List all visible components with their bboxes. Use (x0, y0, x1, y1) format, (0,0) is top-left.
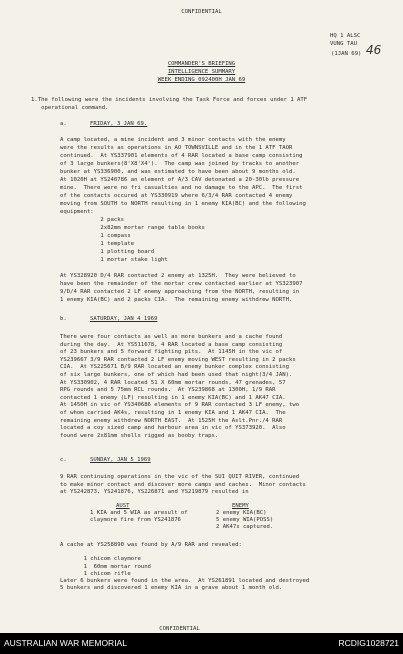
intro-line: operational command. (31, 105, 109, 111)
enemy-line: 2 enemy KIA(BC) (216, 510, 267, 516)
body-line: remaining enemy withdrew NORTH EAST. At 1525H the Aslt.Pnr./4 RAR (60, 417, 283, 424)
body-line: CIA. At YS225671 B/9 RAR located an enemy bunker complex consisting (60, 364, 290, 371)
body-line: of six large bunkers, one of which had been used that night(3/4 JAN). (60, 372, 293, 378)
enemy-line: 2 AK47s captured. (216, 524, 274, 530)
section-a-letter: a. (60, 121, 67, 127)
body-line: to make minor contact and discover more camps and caches. Minor contacts (60, 481, 306, 488)
enemy-label: ENEMY (232, 503, 249, 509)
intro-line: 1.The following were the incidents involving the Task Force and forces under 1 ATF (31, 97, 308, 103)
body-line: 1 compass (60, 233, 131, 239)
body-line: of 23 bunkers and 5 forward fighting pits. At 1145H in the vic of (60, 349, 283, 356)
body-line: At 1020H at YS240786 an element of A/3 CAV detonated a 20-30lb pressure (60, 177, 300, 183)
body-line: 1 60mm mortar round (60, 563, 151, 570)
body-line: 1 chicom rifle (60, 570, 131, 577)
body-line: found were 2x81mm shells rigged as booby traps. (60, 432, 219, 439)
body-line: of the contacts occured at YS330919 where 6/3/4 RAR contacted 4 enemy (60, 193, 293, 199)
body-line: 9 RAR continuing operations in the vic of the SUI QUIT RIVER, continued (60, 474, 300, 480)
body-line: of whom carried AK4s, resulting in 1 enemy KIA and 1 AK47 CIA. The (60, 410, 286, 416)
body-line: 2 packs (60, 217, 124, 223)
body-line: 1 enemy KIA(BC) and 2 packs CIA. The remaining enemy withdrew NORTH. (60, 297, 293, 303)
section-b-heading: SATURDAY, JAN 4 1969 (90, 316, 158, 322)
body-line: were the results as operations in AO TOWNSVILLE and in the 1 ATF TAOR (60, 145, 293, 151)
body-line: 5 bunkers and discovered 1 enemy KIA in a grave about 1 month old. (60, 585, 283, 592)
aust-line: 1 KIA and 5 WIA as aresult of (90, 510, 188, 516)
section-b-letter: b. (60, 316, 67, 322)
body-line: 9/D/4 RAR contacted 2 LF enemy approaching from the NORTH, resulting in (60, 289, 300, 295)
aust-line: claymore fire from YS241876 (90, 517, 181, 523)
body-line: moving from SOUTH to NORTH resulting in 1 enemy KIA(BC) and the following (60, 201, 306, 207)
body-line: At YS330902, 4 RAR located 51 X 60mm mortar rounds, 47 grenades, 57 (60, 379, 286, 386)
body-line: during the day. At YS511678, 4 RAR located a base camp consisting (60, 341, 283, 348)
body-line: There were four contacts as well as more bunkers and a cache found (60, 334, 283, 340)
section-c-heading: SUNDAY, JAN 5 1969 (90, 457, 151, 463)
section-a-heading: FRIDAY, 3 JAN 69. (90, 121, 148, 127)
body-line: 1 template (60, 241, 135, 247)
hq-label: HQ 1 ALSC (330, 33, 361, 39)
body-line: of 3 large bunkers(8'X8'X4'). The camp was joined by tracks to another (60, 161, 300, 167)
location-label: VUNG TAU (330, 41, 357, 47)
classification-top: CONFIDENTIAL (181, 9, 222, 15)
enemy-line: 5 enemy WIA(POSS) (216, 517, 274, 523)
footer-source: AUSTRALIAN WAR MEMORIAL (4, 638, 127, 648)
title-line-3: WEEK ENDING 092400H JAN 69 (157, 77, 246, 83)
handwritten-folio-number: 46 (366, 43, 382, 57)
body-line: at YS242873, YS241876, YS226871 and YS219879 resulted in (60, 489, 249, 495)
body-line: RPG rounds and 5 75mm RCL rounds. At YS239868 at 1300H, 1/9 RAR (60, 387, 276, 394)
section-c-letter: c. (60, 457, 67, 463)
body-line: 1 plotting board (60, 249, 155, 255)
body-line: mine. There were no fri casualties and no damage to the APC. The first (60, 185, 303, 191)
body-line: A camp located, a mine incident and 3 minor contacts with the enemy (60, 137, 286, 143)
body-line: 1 chicom claymore (60, 556, 141, 563)
title-line-2: INTELLIGENCE SUMMARY (167, 69, 236, 75)
body-line: Later 6 bunkers were found in the area. At YS261891 located and destroyed (60, 578, 310, 584)
body-line: At 1450H in vic of YS340686 elements of 9 RAR contacted 3 LF enemy, two (60, 402, 300, 409)
body-line: At YS328920 D/4 RAR contacted 2 enemy at 1325H. They were believed to (60, 273, 296, 279)
body-line: equipment: (60, 209, 94, 215)
archive-footer (0, 633, 403, 654)
body-line: continued. At YS337901 elements of 4 RAR located a base camp consisting (60, 153, 303, 159)
body-line: YS239667 3/9 RAR contacted 2 LF enemy moving WEST resulting in 2 packs (60, 356, 296, 363)
body-line: bunker at YS336900, and was estimated to have been about 9 months old. (60, 169, 296, 175)
body-line: A cache at YS258890 was found by A/9 RAR and revealed: (60, 542, 242, 548)
footer-reference: RCDIG1028721 (338, 638, 399, 648)
classification-bottom: CONFIDENTIAL (159, 626, 200, 632)
body-line: located a coy sized camp and harbour area in vic of YS373920. Also (60, 425, 286, 432)
body-line: 2x82mm mortar range table books (60, 225, 205, 231)
title-line-1: COMMANDER'S BRIEFING (167, 61, 236, 67)
body-line: contacted 1 enemy (LF) resulting in 1 enemy KIA(BC) and 1 AK47 CIA. (60, 394, 286, 401)
date-stamp: (1JAN 69) (331, 51, 362, 57)
body-line: 1 mortar stake light (60, 257, 168, 263)
aust-label: AUST (116, 503, 130, 509)
body-line: have been the remainder of the mortar crew contacted earlier at YS323907 (60, 281, 303, 287)
date-stamp-text: JAN 69 (337, 51, 358, 57)
